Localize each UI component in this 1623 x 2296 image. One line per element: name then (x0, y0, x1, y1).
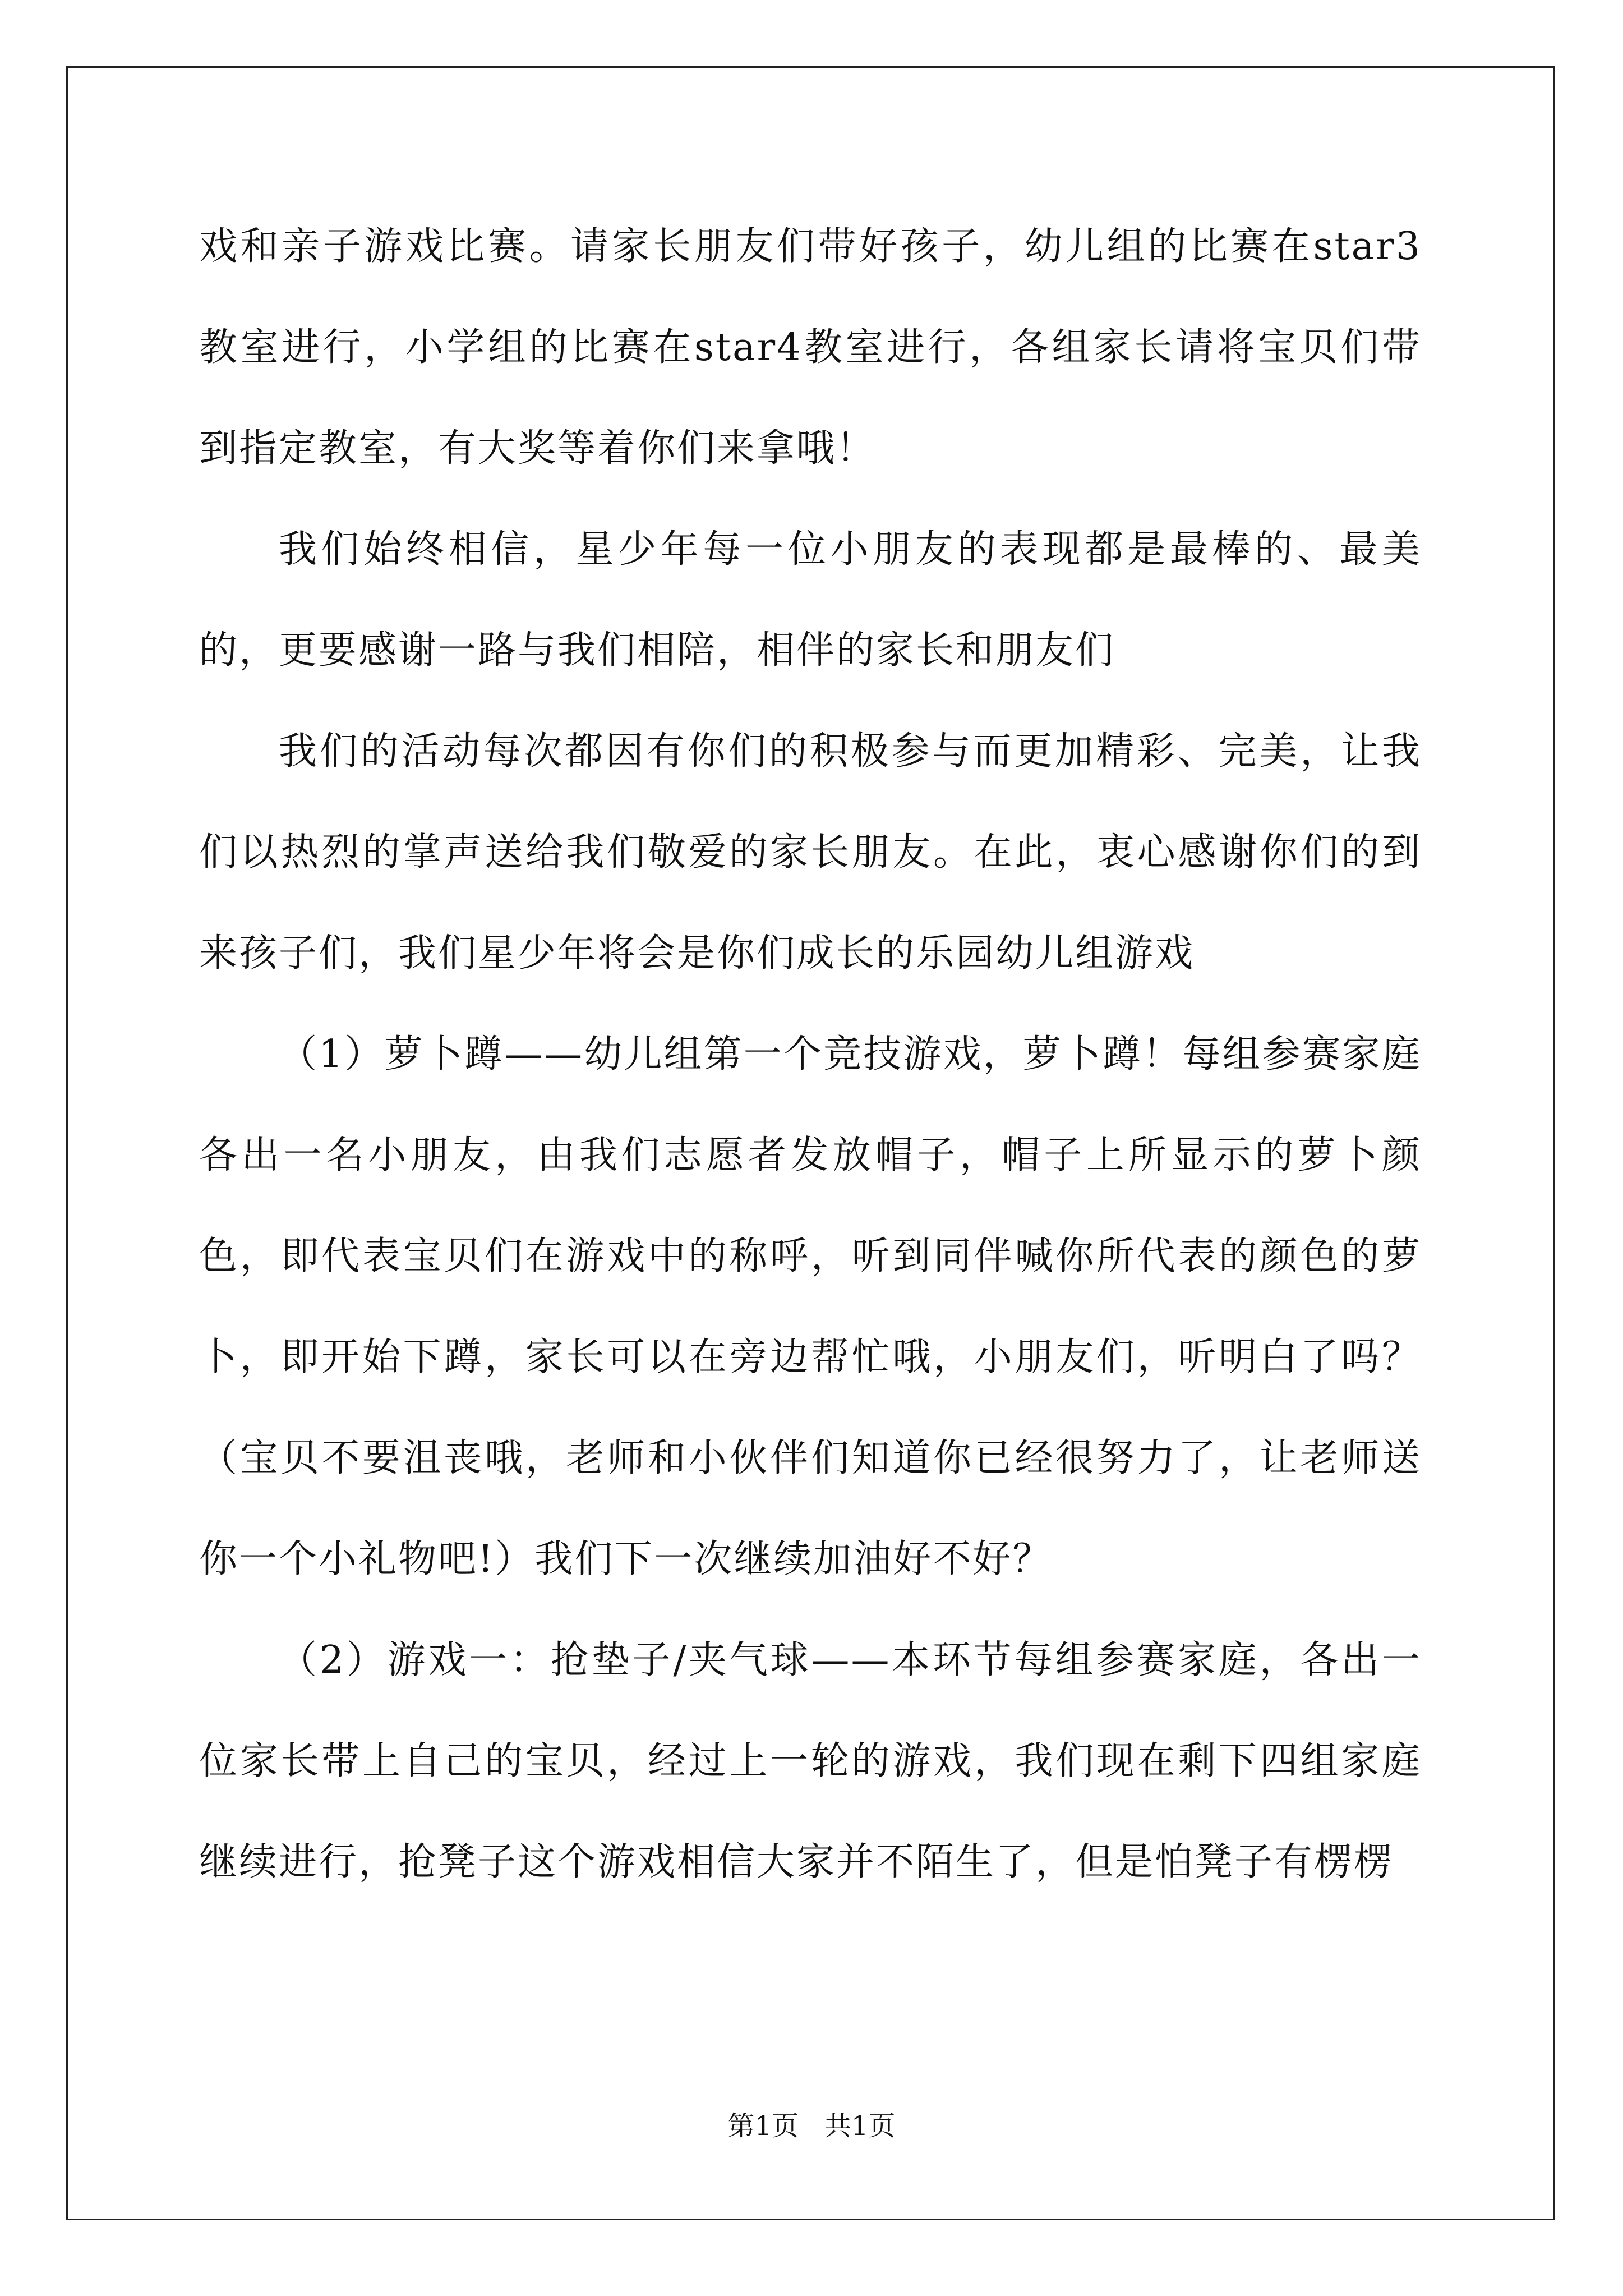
page-footer (0, 2109, 1623, 2143)
paragraph-5: （2）游戏一：抢垫子/夹气球——本环节每组参赛家庭，各出一位家长带上自己的宝贝，经过上一轮的游戏，我们现在剩下四组家庭继续进行，抢凳子这个游戏相信大家并不陌生了，但是怕凳子有楞楞 (199, 1638, 1422, 1884)
document-body (199, 196, 1422, 1913)
paragraph-2: 我们始终相信，星少年每一位小朋友的表现都是最棒的、最美的，更要感谢一路与我们相陪，相伴的家长和朋友们 (199, 527, 1422, 673)
footer-gap (799, 2110, 824, 2142)
page-number: 第1页 (727, 2110, 799, 2142)
paragraph-3: 我们的活动每次都因有你们的积极参与而更加精彩、完美，让我们以热烈的掌声送给我们敬爱的家长朋友。在此，衷心感谢你们的到来孩子们，我们星少年将会是你们成长的乐园幼儿组游戏 (199, 729, 1422, 976)
paragraph-4: （1）萝卜蹲——幼儿组第一个竞技游戏，萝卜蹲！每组参赛家庭各出一名小朋友，由我们志愿者发放帽子，帽子上所显示的萝卜颜色，即代表宝贝们在游戏中的称呼，听到同伴喊你所代表的颜色的萝卜，即开始下蹲，家长可以在旁边帮忙哦，小朋友们，听明白了吗？ （宝贝不要沮丧哦，老师和小伙伴们知道你已经很努力了，让老师送你一个小礼物吧!）我们下一次继续加油好不好？ (199, 1032, 1422, 1581)
page-total: 共1页 (824, 2110, 896, 2142)
paragraph-1: 戏和亲子游戏比赛。请家长朋友们带好孩子，幼儿组的比赛在star3教室进行，小学组的比赛在star4教室进行，各组家长请将宝贝们带到指定教室，有大奖等着你们来拿哦！ (199, 224, 1422, 471)
